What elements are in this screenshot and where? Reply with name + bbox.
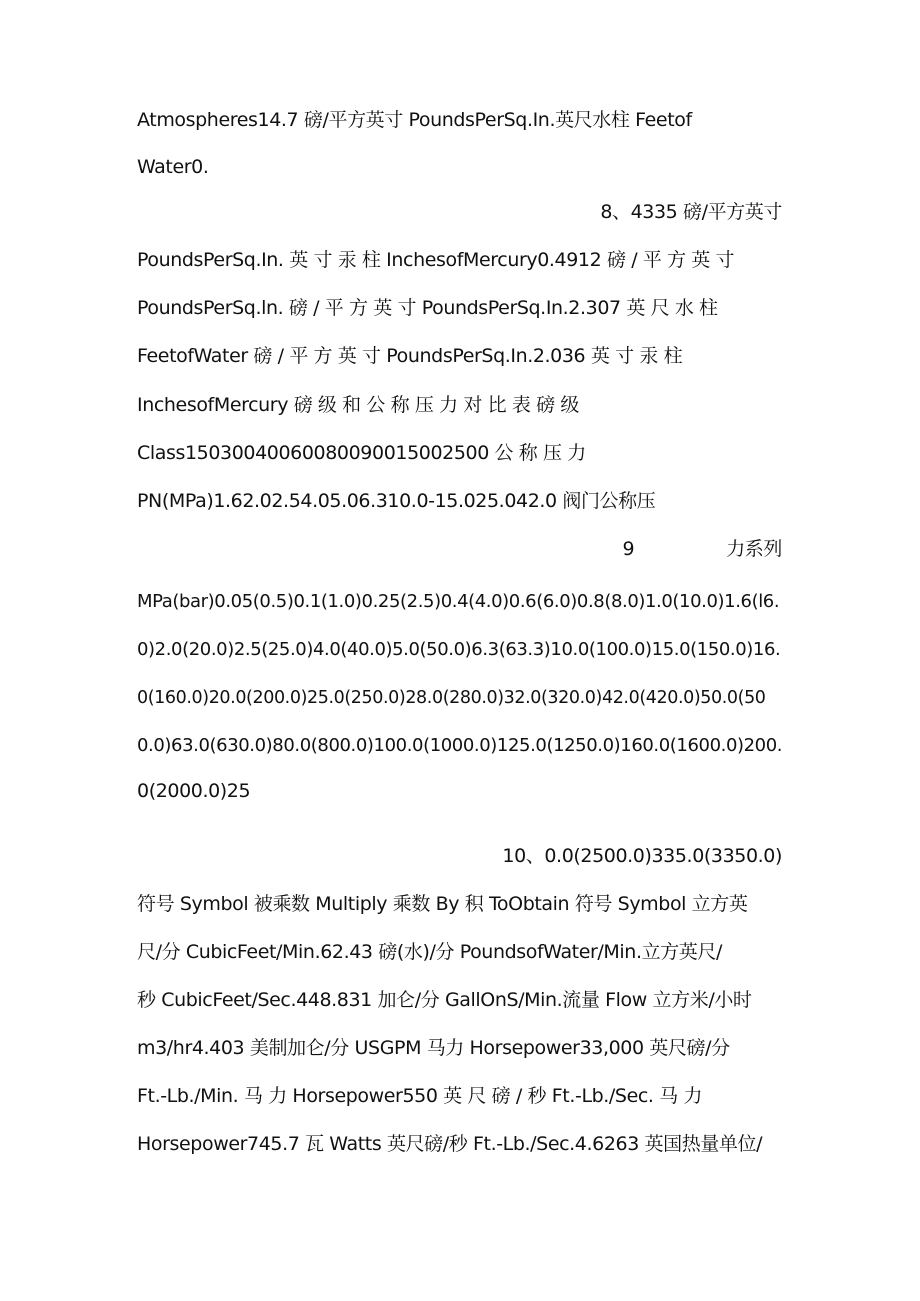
text-line: 0(2000.0)25: [137, 780, 251, 802]
line-number: 9: [622, 538, 635, 560]
text-line: 10、0.0(2500.0)335.0(3350.0): [502, 845, 782, 867]
text-line: m3∕hr4.403 美制加仑/分 USGPM 马力 Horsepower33,000 英尺磅/分: [137, 1037, 730, 1059]
text-line: Horsepower745.7 瓦 Watts 英尺磅/秒 Ft.-Lb.∕Sec.4.6263 英国热量单位/: [137, 1133, 763, 1155]
text-line: Water0.: [137, 156, 209, 178]
text-line: 符号 Symbol 被乘数 Multiply 乘数 By 积 ToObtain 符号 Symbol 立方英: [137, 893, 748, 915]
text-line: MPa(bar)0.05(0.5)0.1(1.0)0.25(2.5)0.4(4.0)0.6(6.0)0.8(8.0)1.0(10.0)1.6(l6.: [137, 591, 780, 612]
text-line: 尺/分 CubicFeet/Min.62.43 磅(水)/分 PoundsofWater/Min.立方英尺/: [137, 941, 722, 963]
text-line: PoundsPerSq.ln. 磅 / 平 方 英 寸 PoundsPerSq.In.2.307 英 尺 水 柱: [137, 297, 718, 319]
text-line: PN(MPa)1.62.02.54.05.06.310.0-15.025.042.0 阀门公称压: [137, 490, 656, 512]
text-line: FeetofWater 磅 / 平 方 英 寸 PoundsPerSq.In.2.036 英 寸 汞 柱: [137, 345, 683, 367]
text-line: 秒 CubicFeet/Sec.448.831 加仑/分 GallOnS/Min.流量 Flow 立方米/小时: [137, 989, 752, 1011]
text-line: 8、4335 磅/平方英寸: [600, 201, 782, 223]
text-line: InchesofMercury 磅 级 和 公 称 压 力 对 比 表 磅 级: [137, 394, 579, 416]
text-line: 0.0)63.0(630.0)80.0(800.0)100.0(1000.0)125.0(1250.0)160.0(1600.0)200.: [137, 735, 783, 756]
text-line: PoundsPerSq.In. 英 寸 汞 柱 InchesofMercury0.4912 磅 / 平 方 英 寸: [137, 249, 735, 271]
text-line: 0)2.0(20.0)2.5(25.0)4.0(40.0)5.0(50.0)6.3(63.3)10.0(100.0)15.0(150.0)16.: [137, 639, 781, 660]
text-line: Ft.-Lb./Min. 马 力 Horsepower550 英 尺 磅 / 秒 Ft.-Lb./Sec. 马 力: [137, 1085, 703, 1107]
text-line: Class15030040060080090015002500 公 称 压 力: [137, 442, 586, 464]
line-text: 力系列: [726, 538, 782, 560]
text-line: Atmospheres14.7 磅/平方英寸 PoundsPerSq.In.英尺水柱 Feetof: [137, 109, 692, 131]
text-line: 0(160.0)20.0(200.0)25.0(250.0)28.0(280.0)32.0(320.0)42.0(420.0)50.0(50: [137, 688, 766, 708]
text-line: [137, 536, 782, 562]
